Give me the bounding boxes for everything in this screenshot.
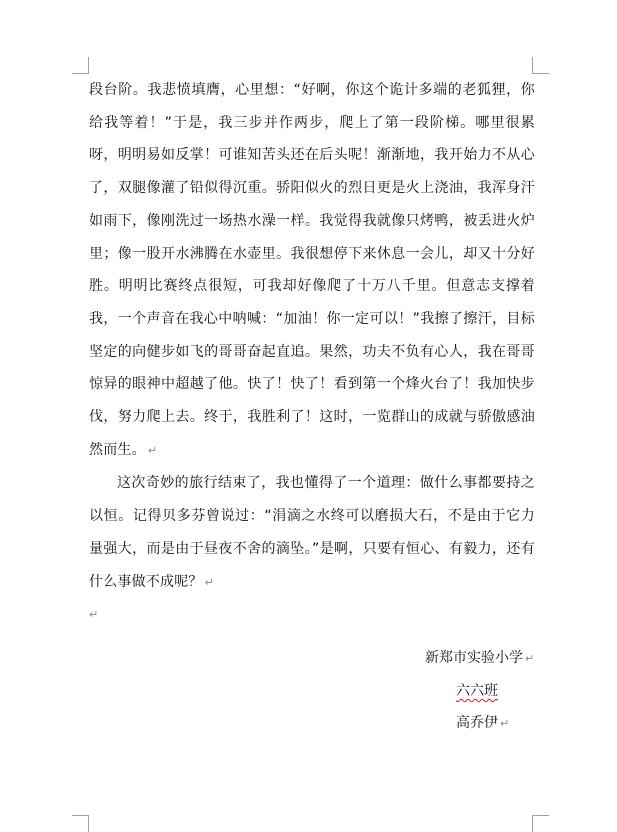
paragraph-1[interactable] [89, 74, 535, 467]
signature-school[interactable] [425, 648, 534, 669]
paragraph-1-text: 段台阶。我悲愤填膺，心里想：“好啊，你这个诡计多端的老狐狸，你给我等着！”于是，我三步并作两步，爬上了第一段阶梯。哪里很累呀，明明易如反掌！可谁知苦头还在后头呢！渐渐地，我开始力不从心了，双腿像灌了铅似得沉重。骄阳似火的烈日更是火上浇油，我浑身汗如雨下，像刚洗过一场热水澡一样。我觉得我就像只烤鸭，被丢进火炉里；像一股开水沸腾在水壶里。我很想停下来休息一会儿，却又十分好胜。明明比赛终点很短，可我却好像爬了十万八千里。但意志支撑着我，一个声音在我心中呐喊：“加油！你一定可以！”我擦了擦汗，目标坚定的向健步如飞的哥哥奋起直追。果然，功夫不负有心人，我在哥哥惊异的眼神中超越了他。快了！快了！看到第一个烽火台了！我加快步伐，努力爬上去。终于，我胜利了！这时，一览群山的成就与骄傲感油然而生。 [89, 82, 535, 458]
paragraph-mark-icon: ↵ [525, 652, 535, 665]
signature-name-text: 高乔伊 [456, 715, 498, 731]
margin-corner-bottom-right [532, 815, 549, 832]
document-body[interactable] [89, 74, 535, 632]
signature-school-text: 新郑市实验小学 [425, 650, 523, 666]
paragraph-mark-icon: ↵ [204, 575, 215, 589]
paragraph-mark-icon: ↵ [147, 443, 158, 457]
paragraph-mark-icon: ↵ [89, 608, 99, 622]
signature-name[interactable] [456, 713, 509, 734]
margin-corner-top-left [72, 57, 89, 74]
paragraph-2[interactable] [89, 467, 535, 599]
margin-corner-top-right [532, 57, 549, 74]
signature-class-text: 六六班 [456, 683, 498, 699]
paragraph-2-text: 这次奇妙的旅行结束了，我也懂得了一个道理：做什么事都要持之以恒。记得贝多芬曾说过：“涓滴之水终可以磨损大石，不是由于它力量强大，而是由于昼夜不舍的滴坠。”是啊，只要有恒心、有毅力，还有什么事做不成呢？ [89, 475, 535, 590]
paragraph-mark-icon: ↵ [500, 717, 510, 730]
margin-corner-bottom-left [72, 815, 89, 832]
signature-class[interactable] [456, 681, 498, 701]
empty-paragraph[interactable] [89, 599, 535, 632]
